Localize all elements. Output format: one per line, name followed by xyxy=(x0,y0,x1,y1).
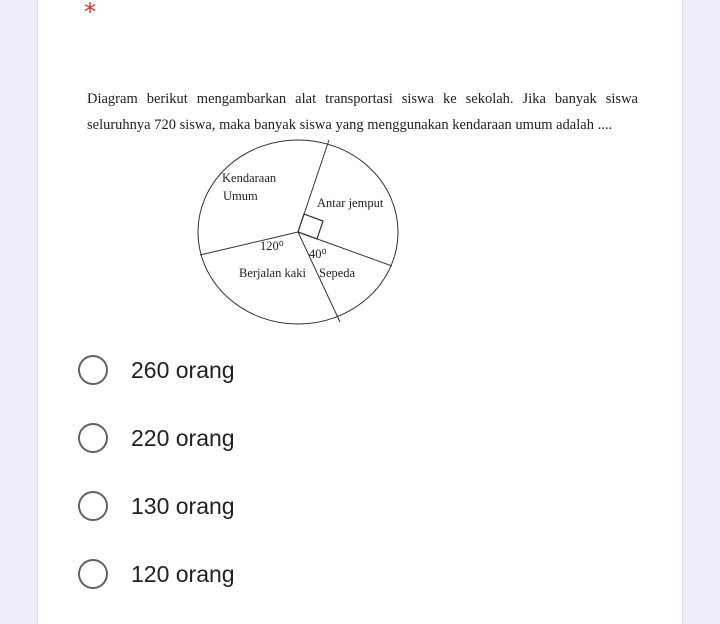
required-marker: * xyxy=(84,0,96,26)
option-120[interactable] xyxy=(78,554,378,594)
radio-button[interactable] xyxy=(78,423,108,453)
option-label: 220 orang xyxy=(131,424,235,451)
label-berjalan-kaki: Berjalan kaki xyxy=(239,266,306,280)
option-label: 130 orang xyxy=(131,492,235,519)
radio-button[interactable] xyxy=(78,491,108,521)
label-sepeda: Sepeda xyxy=(319,266,356,280)
question-text: Diagram berikut mengambarkan alat transportasi siswa ke sekolah. Jika banyak siswa seluruhnya 720 siswa, maka banyak siswa yang menggunakan kendaraan umum adalah .... xyxy=(87,91,638,133)
label-umum: Umum xyxy=(223,189,258,203)
angle-label-120: 120⁰ xyxy=(260,239,284,253)
radio-button[interactable] xyxy=(78,559,108,589)
label-antar-jemput: Antar jemput xyxy=(317,196,384,210)
option-260[interactable] xyxy=(78,350,378,390)
option-130[interactable] xyxy=(78,486,378,526)
option-label: 120 orang xyxy=(131,560,235,587)
option-220[interactable] xyxy=(78,418,378,458)
label-kendaraan: Kendaraan xyxy=(222,171,277,185)
angle-label-40: 40⁰ xyxy=(309,247,327,261)
radio-button[interactable] xyxy=(78,355,108,385)
pie-chart xyxy=(196,138,406,330)
option-label: 260 orang xyxy=(131,356,235,383)
right-angle-marker xyxy=(298,214,323,239)
